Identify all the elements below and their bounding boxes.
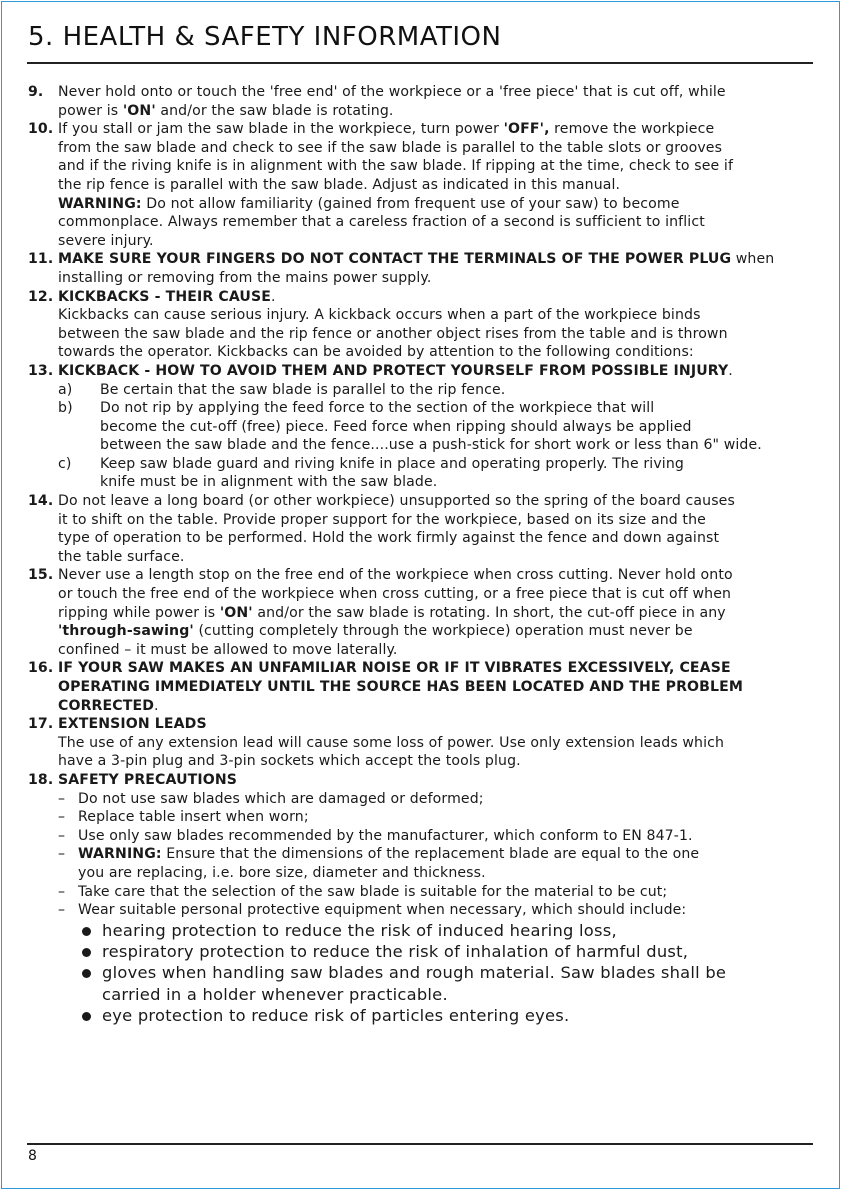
item-text-line: commonplace. Always remember that a careless fraction of a second is sufficient to inflict	[58, 214, 705, 231]
item-number: 16.	[28, 660, 54, 677]
ppe-bullet	[28, 1005, 814, 1026]
list-item-14	[28, 492, 814, 566]
item-text-line: Do not use saw blades which are damaged or deformed;	[78, 790, 484, 807]
item-heading	[58, 362, 814, 381]
text-run: power is	[58, 102, 123, 119]
item-text-line	[58, 102, 814, 121]
text-run: .	[154, 697, 159, 714]
text-run: and/or the saw blade is rotating.	[155, 102, 394, 119]
item-heading	[58, 288, 814, 307]
bold-run: 'ON'	[122, 102, 156, 119]
text-run: remove the workpiece	[549, 121, 715, 138]
bullet-dot-icon	[82, 948, 91, 957]
bullet-dot-icon	[82, 927, 91, 936]
text-run: ripping while power is	[58, 604, 220, 621]
item-number: 12.	[28, 288, 54, 305]
item-text-line: have a 3-pin plug and 3-pin sockets which accept the tools plug.	[58, 753, 521, 770]
ppe-bullet	[28, 920, 814, 941]
sub-item-a	[28, 381, 814, 400]
item-text-line	[58, 604, 814, 623]
precaution-item	[28, 883, 814, 902]
sub-item-b	[28, 399, 814, 455]
bold-run: MAKE SURE YOUR FINGERS DO NOT CONTACT THE TERMINALS OF THE POWER PLUG	[58, 251, 732, 268]
list-item-13	[28, 362, 814, 381]
footer-rule	[27, 1143, 813, 1145]
item-text-line: eye protection to reduce risk of particles entering eyes.	[102, 1005, 570, 1025]
item-text-line: you are replacing, i.e. bore size, diameter and thickness.	[78, 864, 486, 881]
item-number: 11.	[28, 251, 54, 268]
list-item-9	[28, 83, 814, 120]
item-text-line	[58, 83, 814, 102]
bullet-dot-icon	[82, 969, 91, 978]
item-text-line: installing or removing from the mains power supply.	[58, 269, 432, 286]
item-text-line	[58, 120, 814, 139]
text-run: If you stall or jam the saw blade in the workpiece, turn power	[58, 121, 504, 138]
item-text-line: type of operation to be performed. Hold the work firmly against the fence and down against	[58, 530, 720, 547]
precaution-item	[28, 845, 814, 882]
ppe-bullet	[28, 962, 814, 1005]
item-text-line: hearing protection to reduce the risk of induced hearing loss,	[102, 920, 617, 940]
item-text-line: and if the riving knife is in alignment with the saw blade. If ripping at the time, check to see if	[58, 158, 734, 175]
item-text-line: The use of any extension lead will cause some loss of power. Use only extension leads which	[58, 734, 725, 751]
precaution-item	[28, 827, 814, 846]
safety-list	[28, 83, 814, 1026]
bold-run: 'through-sawing'	[58, 623, 194, 640]
warning-line	[58, 195, 814, 214]
section-title: 5. HEALTH & SAFETY INFORMATION	[28, 22, 502, 52]
dash-marker: –	[58, 883, 66, 900]
item-text-line: or touch the free end of the workpiece when cross cutting, or a free piece that is cut off when	[58, 586, 732, 603]
item-text-line: severe injury.	[58, 232, 154, 249]
item-number: 18.	[28, 771, 54, 788]
item-text-line: Never use a length stop on the free end of the workpiece when cross cutting. Never hold onto	[58, 567, 733, 584]
bold-run: 'ON'	[219, 604, 253, 621]
text-run: .	[271, 288, 276, 305]
item-heading: SAFETY PRECAUTIONS	[58, 771, 238, 788]
precaution-item	[28, 790, 814, 809]
warning-label: WARNING:	[58, 195, 142, 212]
bold-run: KICKBACKS - THEIR CAUSE	[58, 288, 271, 305]
item-text-line: Wear suitable personal protective equipment when necessary, which should include:	[78, 902, 687, 919]
item-text-line: confined – it must be allowed to move laterally.	[58, 641, 398, 658]
item-number: 13.	[28, 362, 54, 379]
precaution-item	[28, 901, 814, 920]
text-run: when	[731, 251, 775, 268]
item-text-line: from the saw blade and check to see if the saw blade is parallel to the table slots or grooves	[58, 139, 723, 156]
item-text-line	[58, 250, 814, 269]
item-text-line: Do not leave a long board (or other workpiece) unsupported so the spring of the board causes	[58, 493, 735, 510]
sub-item-marker: c)	[58, 455, 72, 472]
dash-marker: –	[58, 809, 66, 826]
list-item-12	[28, 288, 814, 362]
item-text-line: become the cut-off (free) piece. Feed force when ripping should always be applied	[100, 418, 692, 435]
item-text-line: carried in a holder whenever practicable.	[102, 984, 448, 1004]
item-heading: EXTENSION LEADS	[58, 716, 207, 733]
text-run: Never hold onto or touch the 'free end' of the workpiece or a 'free piece' that is cut off, while	[58, 84, 726, 100]
item-number: 17.	[28, 716, 54, 733]
list-item-10	[28, 120, 814, 250]
item-text-line: respiratory protection to reduce the risk of inhalation of harmful dust,	[102, 942, 689, 962]
item-text-line: Kickbacks can cause serious injury. A kickback occurs when a part of the workpiece binds	[58, 307, 701, 324]
bold-run: 'OFF',	[503, 121, 550, 138]
list-item-11	[28, 250, 814, 287]
item-text-line: the rip fence is parallel with the saw blade. Adjust as indicated in this manual.	[58, 176, 621, 193]
list-item-18	[28, 771, 814, 790]
item-number: 10.	[28, 121, 54, 138]
bold-run: KICKBACK - HOW TO AVOID THEM AND PROTECT YOURSELF FROM POSSIBLE INJURY	[58, 362, 729, 379]
item-heading	[58, 697, 814, 716]
item-text-line	[58, 622, 814, 641]
item-text-line: knife must be in alignment with the saw blade.	[100, 474, 438, 491]
item-text-line: it to shift on the table. Provide proper support for the workpiece, based on its size and the	[58, 511, 706, 528]
text-run: Do not allow familiarity (gained from frequent use of your saw) to become	[141, 195, 680, 212]
item-text-line: between the saw blade and the fence....use a push-stick for short work or less than 6" wide.	[100, 437, 762, 454]
item-heading: OPERATING IMMEDIATELY UNTIL THE SOURCE HAS BEEN LOCATED AND THE PROBLEM	[58, 679, 744, 695]
item-text-line: between the saw blade and the rip fence or another object rises from the table and is thrown	[58, 325, 728, 342]
ppe-bullet	[28, 941, 814, 962]
item-heading: IF YOUR SAW MAKES AN UNFAMILIAR NOISE OR IF IT VIBRATES EXCESSIVELY, CEASE	[58, 660, 731, 677]
sub-item-c	[28, 455, 814, 492]
item-number: 14.	[28, 493, 54, 510]
item-number: 9.	[28, 84, 44, 100]
text-run: Ensure that the dimensions of the replacement blade are equal to the one	[161, 846, 700, 863]
item-text-line: Keep saw blade guard and riving knife in place and operating properly. The riving	[100, 455, 684, 472]
sub-item-marker: a)	[58, 381, 73, 398]
precaution-item	[28, 808, 814, 827]
item-text-line: towards the operator. Kickbacks can be avoided by attention to the following conditions:	[58, 344, 694, 361]
header-rule	[27, 62, 813, 64]
text-run: .	[728, 362, 733, 379]
list-item-16	[28, 659, 814, 715]
item-text-line: gloves when handling saw blades and rough material. Saw blades shall be	[102, 963, 727, 983]
item-text-line: the table surface.	[58, 548, 185, 565]
text-run: (cutting completely through the workpiece) operation must never be	[193, 623, 693, 640]
item-text-line: Be certain that the saw blade is parallel to the rip fence.	[100, 381, 506, 398]
bold-run: CORRECTED	[58, 697, 155, 714]
item-text-line: Replace table insert when worn;	[78, 809, 309, 826]
text-run: and/or the saw blade is rotating. In short, the cut-off piece in any	[252, 604, 726, 621]
dash-marker: –	[58, 790, 66, 807]
sub-item-marker: b)	[58, 400, 73, 417]
dash-marker: –	[58, 846, 66, 863]
item-text-line: Use only saw blades recommended by the manufacturer, which conform to EN 847-1.	[78, 827, 693, 844]
list-item-17	[28, 715, 814, 771]
dash-marker: –	[58, 827, 66, 844]
bullet-dot-icon	[82, 1012, 91, 1021]
warning-label: WARNING:	[78, 846, 162, 863]
list-item-15	[28, 566, 814, 659]
page-number: 8	[28, 1148, 37, 1164]
item-number: 15.	[28, 567, 54, 584]
item-text-line: Take care that the selection of the saw blade is suitable for the material to be cut;	[78, 883, 668, 900]
dash-marker: –	[58, 902, 66, 919]
item-text-line: Do not rip by applying the feed force to the section of the workpiece that will	[100, 400, 655, 417]
warning-line	[78, 845, 814, 864]
